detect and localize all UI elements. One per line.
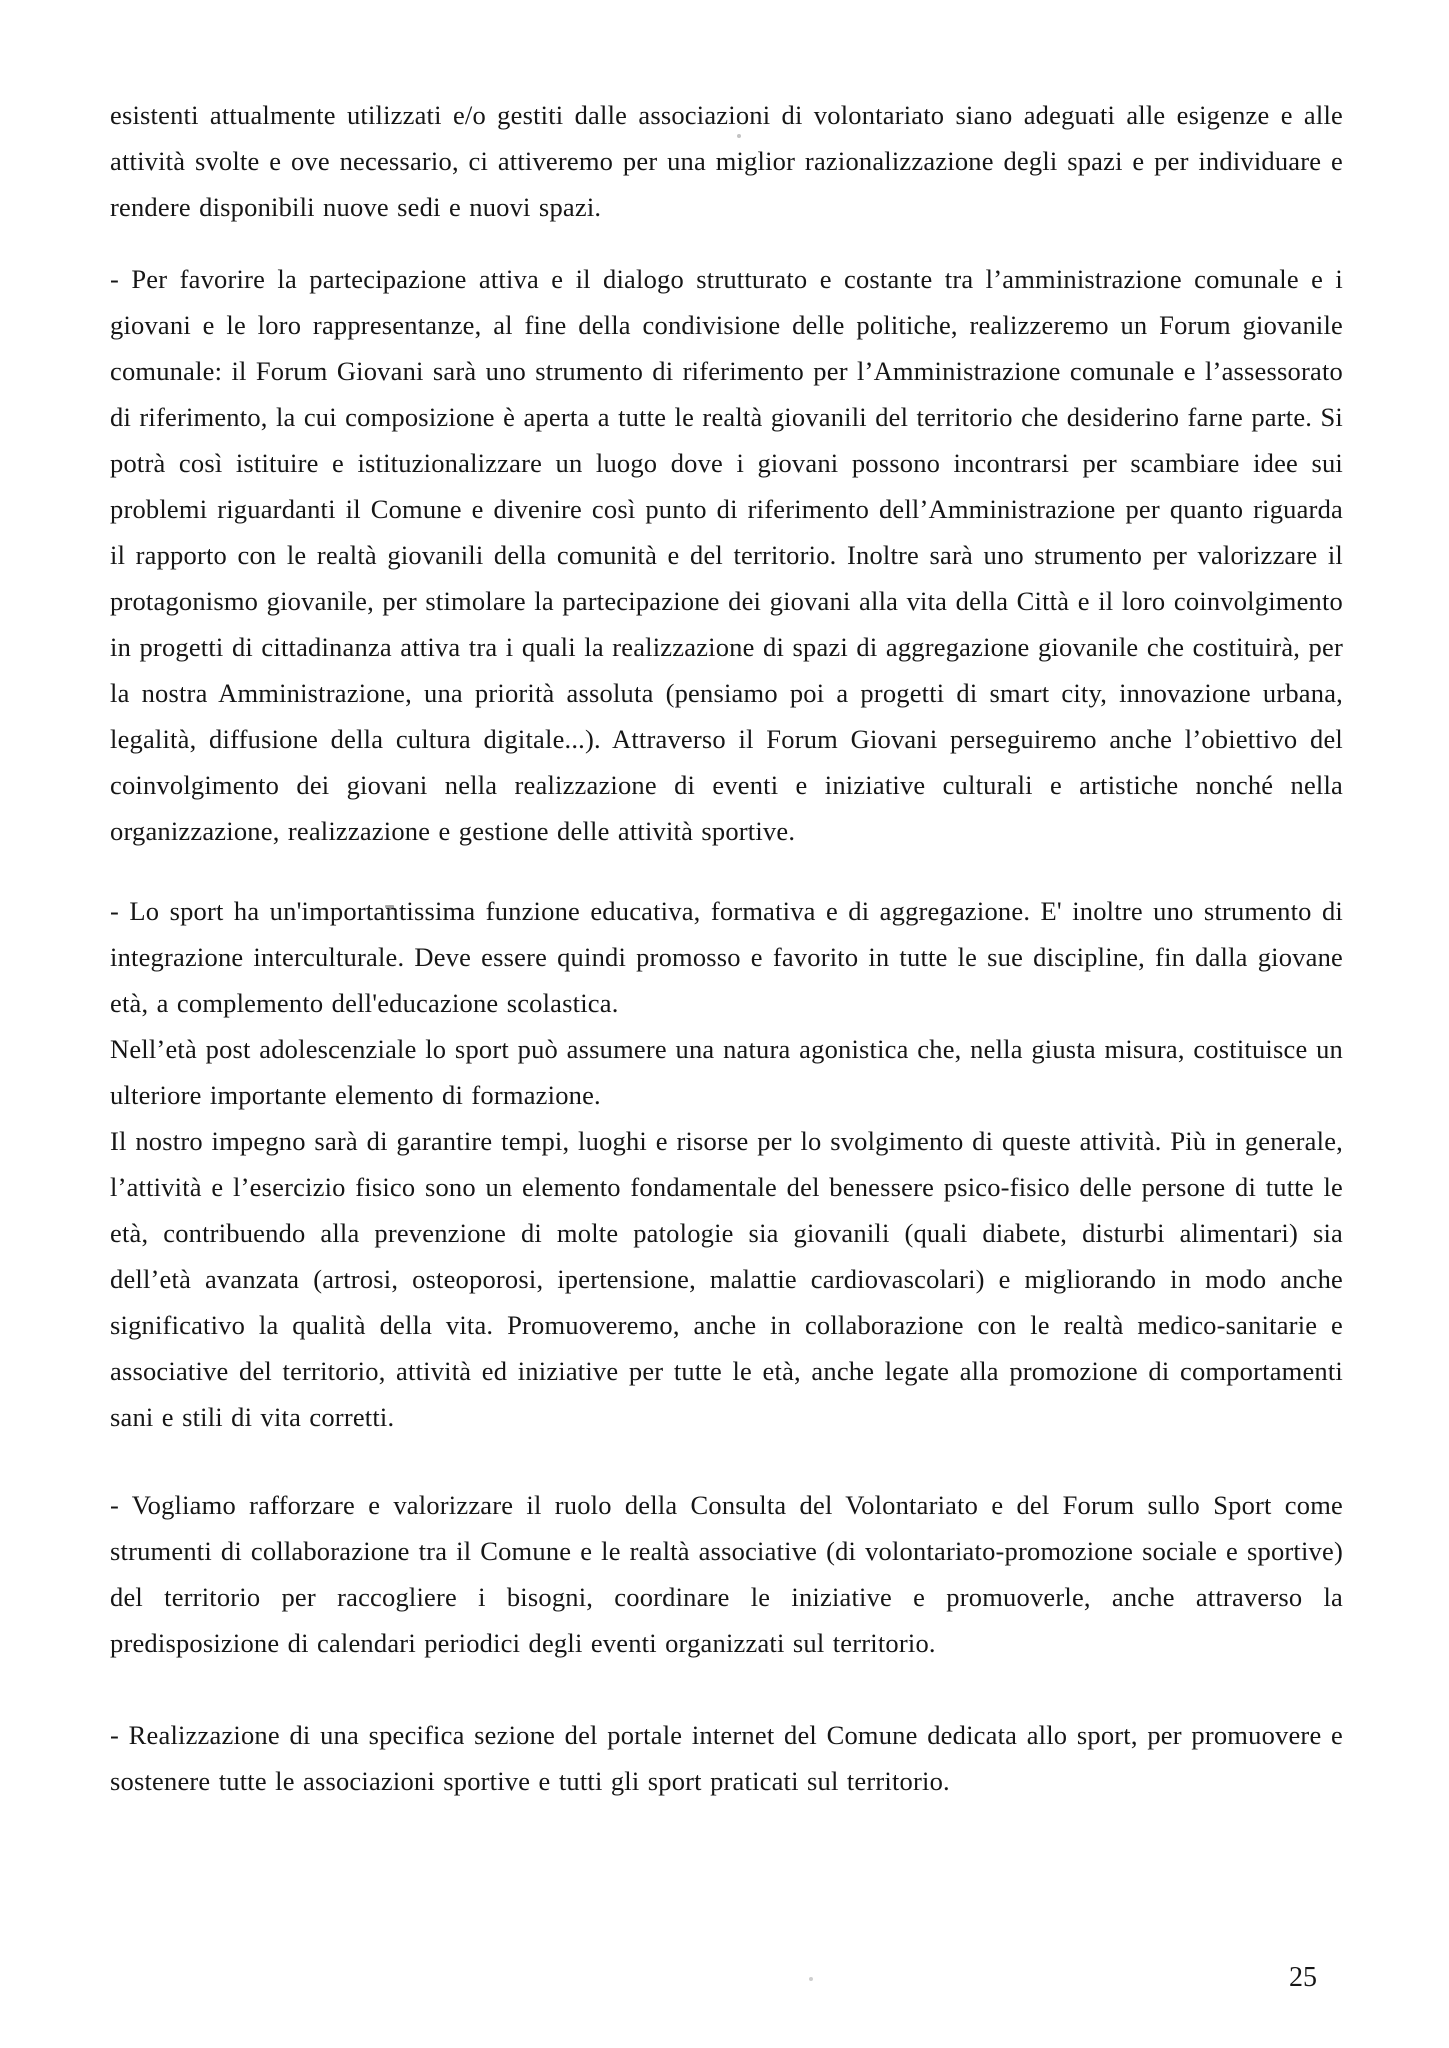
paragraph-eta-post-adolescenziale: Nell’età post adolescenziale lo sport può assumere una natura agonistica che, nella giusta misura, costituisce un ulteriore importante elemento di formazione. — [110, 1034, 1343, 1110]
paragraph-sport-educativo: - Lo sport ha un'importantissima funzione educativa, formativa e di aggregazione. E' inoltre uno strumento di integrazione interculturale. Deve essere quindi promosso e favorito in tutte le sue discipline, fin dalla giovane età, a complemento dell'educazione scolastica. — [110, 896, 1343, 1018]
paragraph-impegno-attivita: Il nostro impegno sarà di garantire tempi, luoghi e risorse per lo svolgimento di queste attività. Più in generale, l’attività e l’esercizio fisico sono un elemento fondamentale del benessere psico-fisico delle persone di tutte le età, contribuendo alla prevenzione di molte patologie sia giovanili (quali diabete, disturbi alimentari) sia dell’età avanzata (artrosi, osteoporosi, ipertensione, malattie cardiovascolari) e migliorando in modo anche significativo la qualità della vita. Promuoveremo, anche in collaborazione con le realtà medico-sanitarie e associative del territorio, attività ed iniziative per tutte le età, anche legate alla promozione di comportamenti sani e stili di vita corretti. — [110, 1126, 1343, 1432]
paragraph-consulta-volontariato: - Vogliamo rafforzare e valorizzare il ruolo della Consulta del Volontariato e del Forum sullo Sport come strumenti di collaborazione tra il Comune e le realtà associative (di volontariato-promozione sociale e sportive) del territorio per raccogliere i bisogni, coordinare le iniziative e promuoverle, anche attraverso la predisposizione di calendari periodici degli eventi organizzati sul territorio. — [110, 1490, 1343, 1658]
page-number: 25 — [1289, 1962, 1317, 1993]
paragraph-forum-giovani: - Per favorire la partecipazione attiva e il dialogo strutturato e costante tra l’amministrazione comunale e i giovani e le loro rappresentanze, al fine della condivisione delle politiche, realizzeremo un Forum giovanile comunale: il Forum Giovani sarà uno strumento di riferimento per l’Amministrazione comunale e l’assessorato di riferimento, la cui composizione è aperta a tutte le realtà giovanili del territorio che desiderino farne parte. Si potrà così istituire e istituzionalizzare un luogo dove i giovani possono incontrarsi per scambiare idee sui problemi riguardanti il Comune e divenire così punto di riferimento dell’Amministrazione per quanto riguarda il rapporto con le realtà giovanili della comunità e del territorio. Inoltre sarà uno strumento per valorizzare il protagonismo giovanile, per stimolare la partecipazione dei giovani alla vita della Città e il loro coinvolgimento in progetti di cittadinanza attiva tra i quali la realizzazione di spazi di aggregazione giovanile che costituirà, per la nostra Amministrazione, una priorità assoluta (pensiamo poi a progetti di smart city, innovazione urbana, legalità, diffusione della cultura digitale...). Attraverso il Forum Giovani perseguiremo anche l’obiettivo del coinvolgimento dei giovani nella realizzazione di eventi e iniziative culturali e artistiche nonché nella organizzazione, realizzazione e gestione delle attività sportive. — [110, 264, 1343, 846]
text-block — [110, 92, 1343, 1804]
paragraph-portale-sport: - Realizzazione di una specifica sezione del portale internet del Comune dedicata allo sport, per promuovere e sostenere tutte le associazioni sportive e tutti gli sport praticati sul territorio. — [110, 1720, 1343, 1796]
paragraph-continuation: esistenti attualmente utilizzati e/o gestiti dalle associazioni di volontariato siano adeguati alle esigenze e alle attività svolte e ove necessario, ci attiveremo per una miglior razionalizzazione degli spazi e per individuare e rendere disponibili nuove sedi e nuovi spazi. — [110, 100, 1343, 222]
scan-artifact-dot — [809, 1977, 813, 1981]
